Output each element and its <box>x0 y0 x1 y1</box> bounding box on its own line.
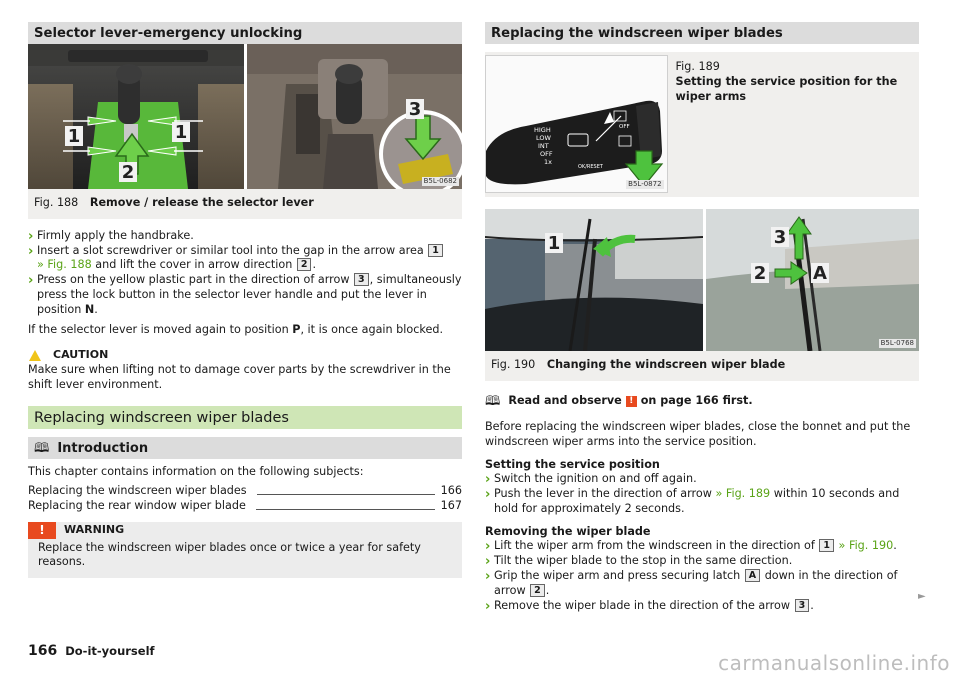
introduction-text: This chapter contains information on the following subjects: <box>28 465 364 479</box>
section-title-selector-lever: Selector lever-emergency unlocking <box>28 22 462 44</box>
list-item: › Tilt the wiper blade to the stop in the same direction. <box>485 554 919 569</box>
figure-189-number: Fig. 189 <box>675 60 720 73</box>
callout-key-2: 2 <box>530 584 545 597</box>
warning-block <box>28 522 462 579</box>
svg-text:3: 3 <box>408 99 422 120</box>
figure-190 <box>485 209 919 381</box>
section-title-wiper-blades: Replacing the windscreen wiper blades <box>485 22 919 44</box>
svg-text:HIGH: HIGH <box>534 126 551 134</box>
toc-entry[interactable]: Replacing the windscreen wiper blades 166 <box>28 484 462 498</box>
removing-steps-list <box>485 539 919 613</box>
svg-text:INT: INT <box>538 142 549 150</box>
page-number: 166 <box>28 643 58 659</box>
figure-reference-link[interactable]: » Fig. 189 <box>715 487 771 501</box>
continue-arrow-icon: ► <box>918 591 926 602</box>
service-steps-list <box>485 472 919 516</box>
figure-190-code: B5L-0768 <box>880 339 914 347</box>
svg-text:1: 1 <box>547 233 561 254</box>
figure-188-image <box>28 44 462 189</box>
footer-chapter-title: Do-it-yourself <box>65 643 155 658</box>
list-item: › Firmly apply the handbrake. <box>28 229 462 244</box>
warning-mini-icon: ! <box>626 396 637 407</box>
unlock-steps-list <box>28 229 462 318</box>
gear-lever-illustration <box>28 44 462 189</box>
caution-text: Make sure when lifting not to damage cover parts by the screwdriver in the shift lever environment. <box>28 362 451 391</box>
figure-189-code: B5L-0872 <box>628 180 662 188</box>
list-item: › Push the lever in the direction of arrow » Fig. 189 within 10 seconds and hold for approximately 2 seconds. <box>485 487 919 517</box>
list-item: › Press on the yellow plastic part in the direction of arrow 3 , simultaneously press the lock button in the selector lever handle and put the lever in position N. <box>28 273 462 317</box>
svg-text:LOW: LOW <box>536 134 551 142</box>
book-icon: 🕮 <box>34 440 50 456</box>
callout-key-1: 1 <box>819 539 834 552</box>
caution-block <box>28 348 462 392</box>
callout-key-a: A <box>745 569 760 582</box>
figure-reference-link[interactable]: » Fig. 188 <box>37 258 92 272</box>
figure-189-caption <box>668 52 919 197</box>
figure-188-code: B5L-0682 <box>423 177 457 185</box>
watermark: carmanualsonline.info <box>718 651 950 675</box>
introduction-title: Introduction <box>57 440 149 456</box>
callout-key-3: 3 <box>795 599 810 612</box>
figure-190-image <box>485 209 919 351</box>
figure-190-title: Changing the windscreen wiper blade <box>546 358 786 371</box>
callout-key-2: 2 <box>297 258 312 271</box>
svg-text:A: A <box>813 263 827 284</box>
removing-blade-heading: Removing the wiper blade <box>485 524 651 538</box>
service-position-heading: Setting the service position <box>485 457 660 471</box>
figure-189 <box>485 52 919 197</box>
toc-list <box>28 484 462 514</box>
svg-text:1: 1 <box>174 122 188 143</box>
list-item: › Switch the ignition on and off again. <box>485 472 919 487</box>
list-item: › Insert a slot screwdriver or similar tool into the gap in the arrow area 1 » Fig. 188 and lift the cover in arrow direction 2 . <box>28 244 462 274</box>
list-item: › Grip the wiper arm and press securing latch A down in the direction of arrow 2 . <box>485 569 919 599</box>
svg-text:OK/RESET: OK/RESET <box>578 164 603 170</box>
figure-reference-link[interactable]: » Fig. 190 <box>838 539 894 553</box>
warning-title: WARNING <box>64 522 125 536</box>
figure-188-caption <box>28 189 462 219</box>
svg-text:1x: 1x <box>544 158 552 166</box>
figure-188-number: Fig. 188 <box>34 196 79 209</box>
svg-text:2: 2 <box>121 162 135 183</box>
book-icon: 🕮 <box>485 393 501 409</box>
svg-text:2: 2 <box>753 263 767 284</box>
svg-text:OFF: OFF <box>619 124 630 130</box>
callout-key-1: 1 <box>428 244 443 257</box>
wiper-intro-text: Before replacing the windscreen wiper blades, close the bonnet and put the windscreen wiper arms into the service position. <box>485 419 911 448</box>
figure-189-image <box>485 55 668 193</box>
wiper-stalk-illustration <box>486 56 668 193</box>
figure-190-caption <box>485 351 919 381</box>
page-footer <box>28 642 155 660</box>
warning-text: Replace the windscreen wiper blades once or twice a year for safety reasons. <box>38 540 421 569</box>
caution-title: CAUTION <box>53 348 109 362</box>
figure-188 <box>28 44 462 219</box>
figure-189-title: Setting the service position for the wiper arms <box>675 74 898 103</box>
caution-triangle-icon <box>29 350 41 361</box>
toc-entry[interactable]: Replacing the rear window wiper blade 167 <box>28 498 462 512</box>
svg-text:1: 1 <box>67 126 81 147</box>
introduction-header <box>28 437 462 459</box>
right-column <box>485 22 919 613</box>
figure-190-number: Fig. 190 <box>491 358 536 371</box>
selector-note: If the selector lever is moved again to position P, it is once again blocked. <box>28 323 444 337</box>
svg-text:3: 3 <box>773 227 787 248</box>
chapter-title: Replacing windscreen wiper blades <box>28 406 462 429</box>
read-and-observe-line: 🕮 Read and observe ! on page 166 first. <box>485 393 753 409</box>
callout-key-3: 3 <box>354 273 369 286</box>
left-column <box>28 22 462 578</box>
list-item: › Remove the wiper blade in the direction of the arrow 3 . <box>485 599 919 614</box>
svg-text:OFF: OFF <box>540 150 553 158</box>
warning-icon: ! <box>28 522 56 539</box>
list-item: › Lift the wiper arm from the windscreen in the direction of 1 » Fig. 190. <box>485 539 919 554</box>
figure-188-title: Remove / release the selector lever <box>89 196 314 209</box>
wiper-blade-illustration <box>485 209 919 351</box>
